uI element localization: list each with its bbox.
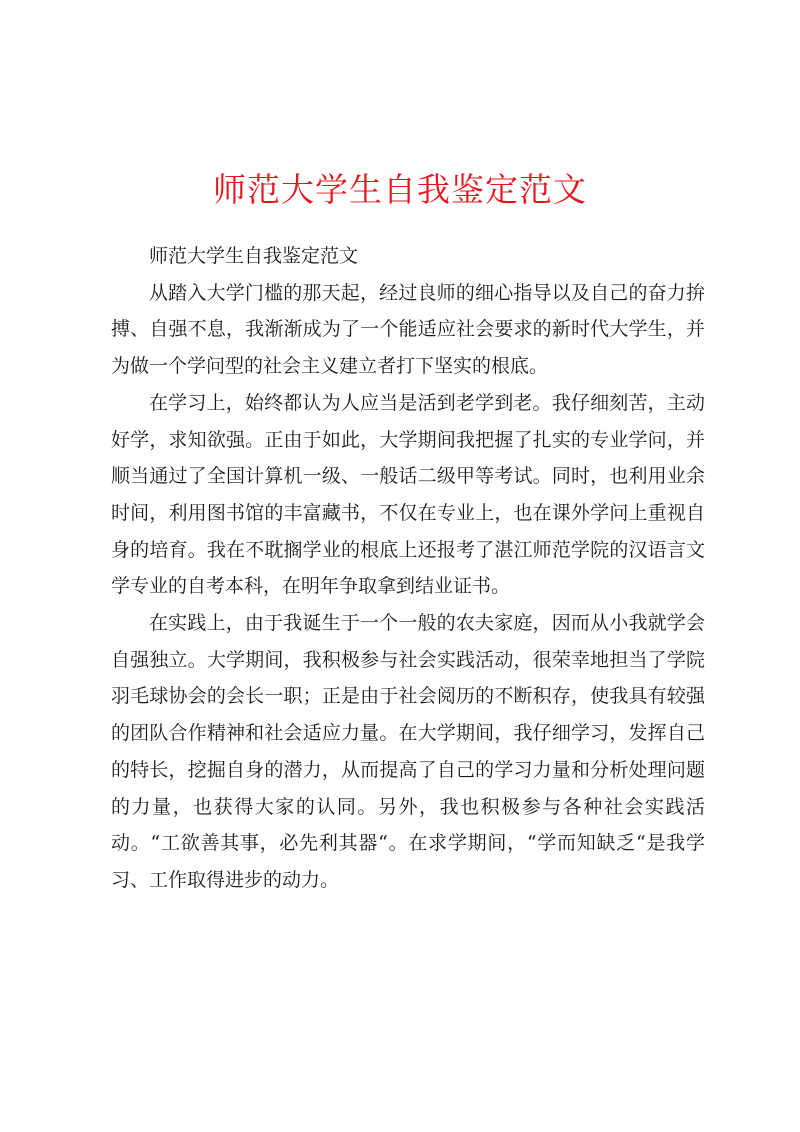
paragraph-subtitle: 师范大学生自我鉴定范文 — [149, 245, 359, 267]
paragraph-study: 在学习上，始终都认为人应当是活到老学到老。我仔细刻苦，主动好学，求知欲强。正由于如此，大学期间我把握了扎实的专业学问，并顺当通过了全国计算机一级、一般话二级甲等考试。同时，也利用业余时间，利用图书馆的丰富藏书，不仅在专业上，也在课外学问上重视自身的培育。我在不耽搁学业的根底上还报考了湛江师范学院的汉语言文学专业的自考本科，在明年争取拿到结业证书。 — [111, 391, 705, 598]
paragraph-intro: 从踏入大学门槛的那天起，经过良师的细心指导以及自己的奋力拚搏、自强不息，我渐渐成为了一个能适应社会要求的新时代大学生，并为做一个学问型的社会主义建立者打下坚实的根底。 — [111, 281, 705, 378]
document-body — [111, 238, 705, 899]
document-title: 师范大学生自我鉴定范文 — [213, 170, 587, 209]
paragraph-practice: 在实践上，由于我诞生于一个一般的农夫家庭，因而从小我就学会自强独立。大学期间，我积极参与社会实践活动，很荣幸地担当了学院羽毛球协会的会长一职；正是由于社会阅历的不断积存，使我具有较强的团队合作精神和社会适应力量。在大学期间，我仔细学习，发挥自己的特长，挖掘自身的潜力，从而提高了自己的学习力量和分析处理问题的力量，也获得大家的认同。另外，我也积极参与各种社会实践活动。“工欲善其事，必先利其器“。在求学期间，“学而知缺乏“是我学习、工作取得进步的动力。 — [111, 612, 705, 891]
